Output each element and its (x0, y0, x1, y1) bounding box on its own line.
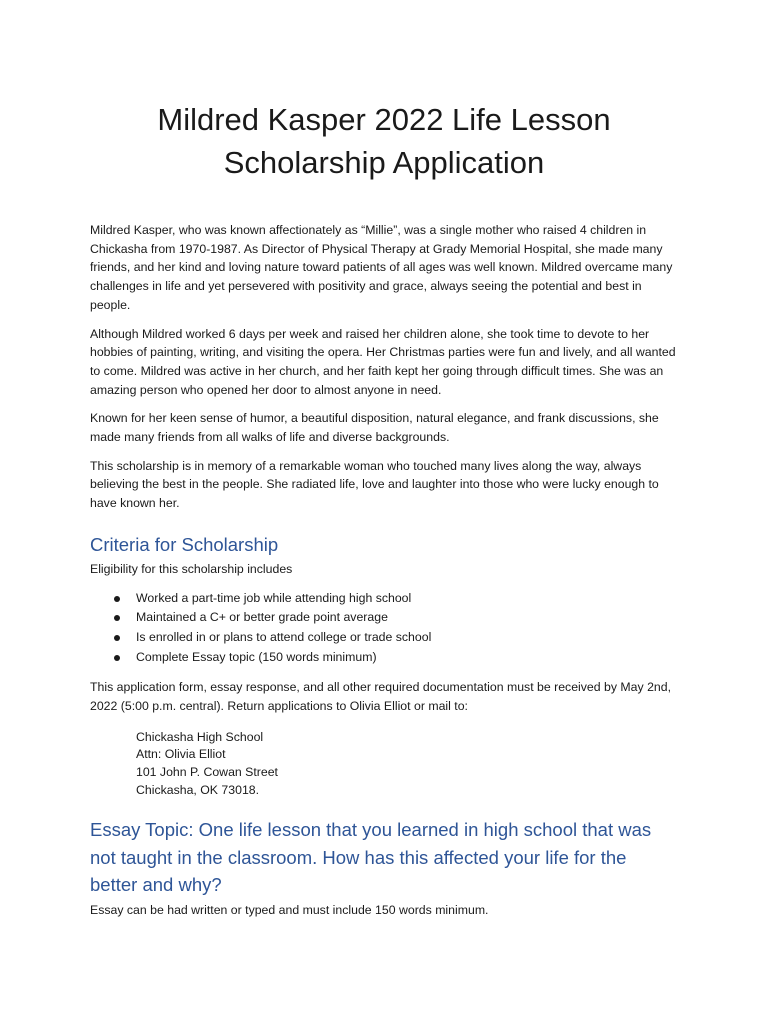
deadline-paragraph: This application form, essay response, and all other required documentation must be received by May 2nd, 2022 (5:00 p.m. central). Return applications to Olivia Elliot or mail to: (90, 680, 671, 714)
bullet-icon (114, 655, 120, 661)
paragraph-hobbies: Although Mildred worked 6 days per week and raised her children alone, she took time to devote to her hobbies of painting, writing, and visiting the opera. Her Christmas parties were fun and lively, and all wanted to come. Mildred was active in her church, and her faith kept her going through difficult times. She was an amazing person who opened her door to almost anyone in need. (90, 326, 676, 397)
paragraph-intro: Mildred Kasper, who was known affectionately as “Millie”, was a single mother who raised 4 children in Chickasha from 1970-1987. As Director of Physical Therapy at Grady Memorial Hospital, she made many friends, and her kind and loving nature toward patients of all ages was well known. Mildred overcame many challenges in life and yet persevered with positivity and grace, always seeing the potential and best in people. (90, 223, 673, 312)
eligibility-intro: Eligibility for this scholarship includes (90, 561, 293, 576)
criteria-heading: Criteria for Scholarship (90, 533, 279, 555)
address-line: Chickasha, OK 73018. (136, 782, 260, 797)
bullet-icon (114, 635, 120, 641)
criteria-item (90, 628, 678, 648)
address-line: Attn: Olivia Elliot (136, 747, 226, 762)
paragraph-memory: This scholarship is in memory of a remarkable woman who touched many lives along the way, always believing the best in the people. She radiated life, love and laughter into those who were lucky enough to have known her. (90, 458, 659, 511)
criteria-item (90, 589, 678, 609)
criteria-item-text: Is enrolled in or plans to attend college or trade school (136, 629, 432, 644)
title-line-2: Scholarship Application (223, 145, 545, 180)
address-line: 101 John P. Cowan Street (136, 764, 278, 779)
address-line: Chickasha High School (136, 729, 264, 744)
paragraph-humor: Known for her keen sense of humor, a beautiful disposition, natural elegance, and frank discussions, she made many friends from all walks of life and diverse backgrounds. (90, 411, 659, 445)
criteria-item-text: Worked a part-time job while attending high school (136, 590, 412, 605)
page-title (90, 98, 678, 184)
criteria-item (90, 608, 678, 628)
mailing-address (136, 729, 678, 799)
criteria-list (90, 589, 678, 668)
criteria-item (90, 648, 678, 668)
title-line-1: Mildred Kasper 2022 Life Lesson (157, 102, 611, 137)
bullet-icon (114, 615, 120, 621)
essay-note: Essay can be had written or typed and must include 150 words minimum. (90, 902, 489, 917)
bullet-icon (114, 596, 120, 602)
criteria-item-text: Maintained a C+ or better grade point average (136, 610, 388, 625)
essay-topic-heading: Essay Topic: One life lesson that you learned in high school that was not taught in the classroom. How has this affected your life for the better and why? (90, 819, 652, 896)
criteria-item-text: Complete Essay topic (150 words minimum) (136, 649, 377, 664)
